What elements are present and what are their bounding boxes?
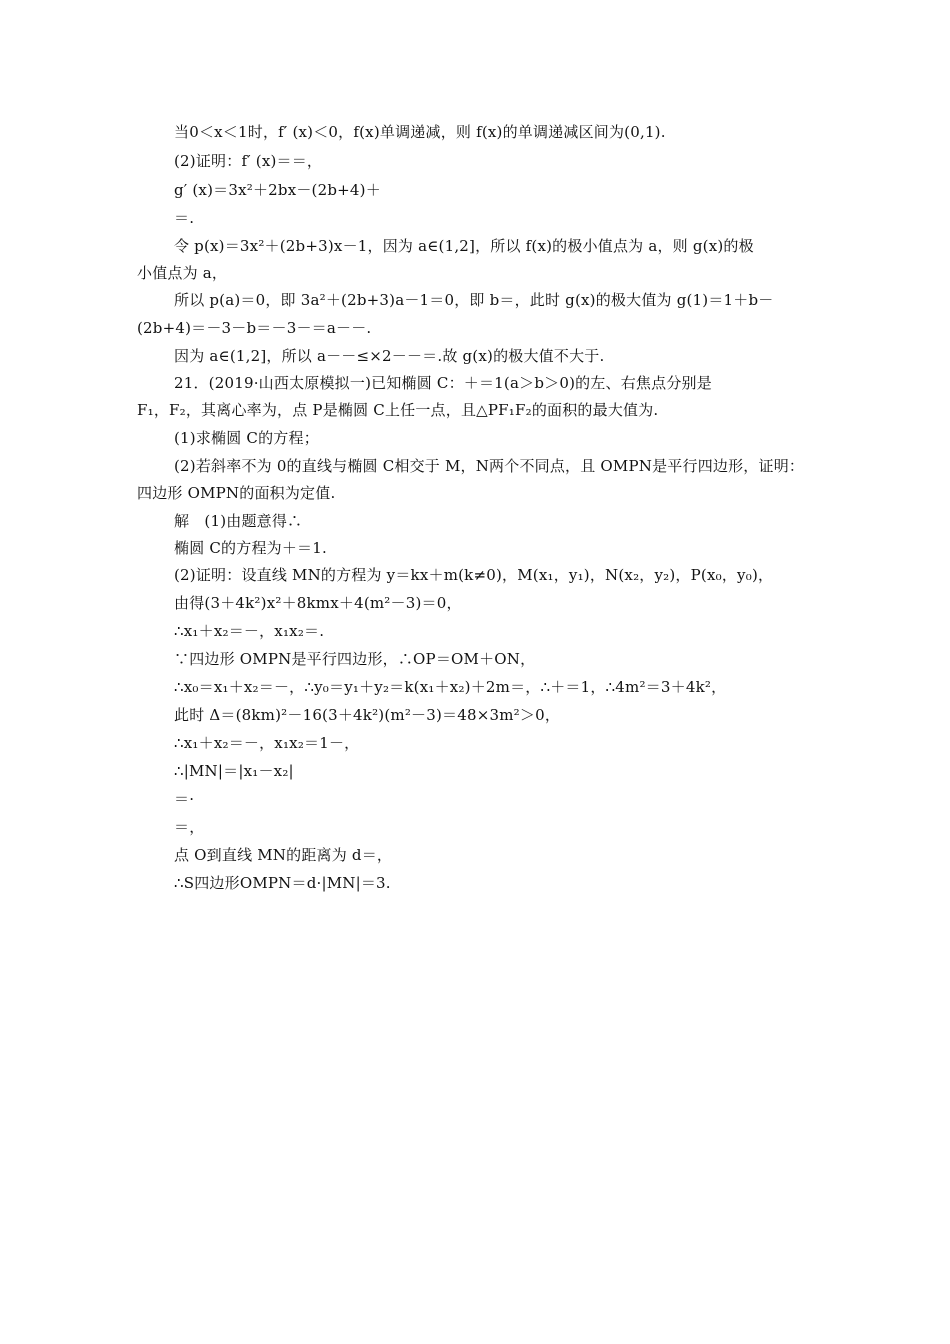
text-line: ∴x₀＝x₁＋x₂＝－，∴y₀＝y₁＋y₂＝k(x₁＋x₂)＋2m＝，∴＋＝1，∴4m²＝3＋4k²， bbox=[174, 678, 727, 696]
text-line: 由得(3＋4k²)x²＋8kmx＋4(m²－3)＝0， bbox=[174, 594, 462, 612]
text-line: (2)证明：设直线 MN的方程为 y＝kx＋m(k≠0)，M(x₁，y₁)，N(x₂，y₂)，P(x₀，y₀)， bbox=[174, 566, 774, 584]
text-line: F₁，F₂，其离心率为，点 P是椭圆 C上任一点，且△PF₁F₂的面积的最大值为. bbox=[137, 401, 659, 419]
text-line: ∴|MN|＝|x₁－x₂| bbox=[174, 762, 294, 780]
text-line: ∴x₁＋x₂＝－，x₁x₂＝. bbox=[174, 622, 325, 640]
text-line: 因为 a∈(1,2]，所以 a－－≤×2－－＝.故 g(x)的极大值不大于. bbox=[174, 347, 605, 365]
text-line: ＝. bbox=[174, 209, 195, 227]
text-line: (1)求椭圆 C的方程； bbox=[174, 429, 319, 447]
text-line: 所以 p(a)＝0，即 3a²＋(2b+3)a－1＝0，即 b＝，此时 g(x)的极大值为 g(1)＝1＋b－ bbox=[174, 291, 774, 309]
text-line: 当0＜x＜1时，f′ (x)＜0，f(x)单调递减，则 f(x)的单调递减区间为(0,1). bbox=[174, 123, 666, 141]
text-line: ∴x₁＋x₂＝－，x₁x₂＝1－， bbox=[174, 734, 360, 752]
text-line: 此时 Δ＝(8km)²－16(3＋4k²)(m²－3)＝48×3m²＞0， bbox=[174, 706, 561, 724]
text-line: 椭圆 C的方程为＋＝1. bbox=[174, 539, 327, 557]
problem-21-heading: 21．(2019·山西太原模拟一)已知椭圆 C：＋＝1(a＞b＞0)的左、右焦点分别是 bbox=[174, 374, 712, 392]
text-line: (2)若斜率不为 0的直线与椭圆 C相交于 M，N两个不同点，且 OMPN是平行四边形，证明： bbox=[174, 457, 805, 475]
text-line: 点 O到直线 MN的距离为 d＝， bbox=[174, 846, 393, 864]
text-line: 令 p(x)＝3x²＋(2b+3)x－1，因为 a∈(1,2]，所以 f(x)的极小值点为 a，则 g(x)的极 bbox=[174, 237, 754, 255]
text-line: ＝· bbox=[174, 790, 195, 808]
text-line: ∴S四边形OMPN＝d·|MN|＝3. bbox=[174, 874, 391, 892]
text-line: 小值点为 a， bbox=[137, 264, 228, 282]
text-line: ＝， bbox=[174, 818, 205, 836]
text-line: g′ (x)＝3x²＋2bx－(2b+4)＋ bbox=[174, 181, 381, 199]
text-line: ∵四边形 OMPN是平行四边形，∴OP＝OM＋ON， bbox=[174, 650, 536, 668]
text-line: (2)证明：f′ (x)＝＝， bbox=[174, 152, 323, 170]
text-line: (2b+4)＝－3－b＝－3－＝a－－. bbox=[137, 319, 372, 337]
text-line: 四边形 OMPN的面积为定值. bbox=[137, 484, 336, 502]
solution-heading: 解 (1)由题意得∴ bbox=[174, 512, 303, 530]
